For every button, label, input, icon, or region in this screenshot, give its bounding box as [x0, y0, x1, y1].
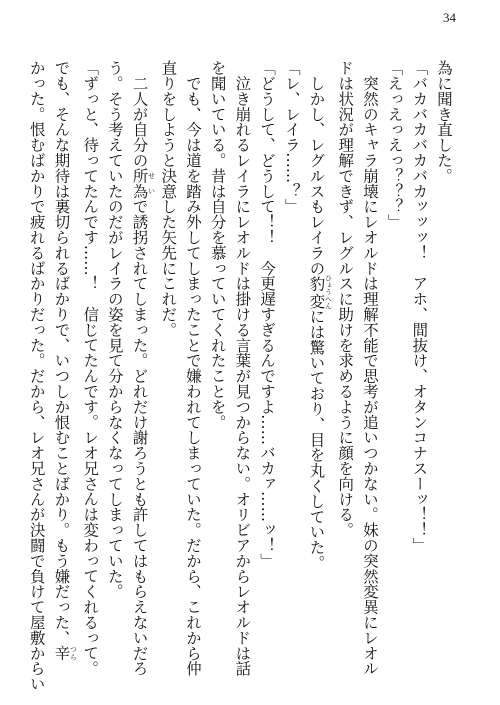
text-line: 「バカバカバカバカッッッ！ アホ、間抜け、オタンコナスーッ！！」 [410, 60, 429, 553]
text-line: 直りをしようと決意した矢先にこれだ。 [159, 60, 178, 338]
ruby-base: 辛 [52, 645, 71, 661]
vertical-text-body [27, 60, 456, 692]
ruby-base: 豹変 [307, 274, 326, 310]
ruby-reading: つら [69, 645, 78, 661]
text-line: でも、今は道を踏み外してしまったことで嫌われてしまっていた。だから、これから仲 [183, 60, 202, 676]
page-number: 34 [443, 10, 456, 25]
text-line: う。そう考えていたのだがレイラの姿を見て分からなくなってしまっていた。 [105, 60, 124, 599]
text-line: 為に聞き直した。 [435, 60, 453, 184]
text-segment: で誘拐されてしまった。どれだけ謝ろうとも許してはもらえないだろ [130, 198, 149, 677]
text-line-with-ruby [304, 60, 333, 676]
ruby-word [52, 645, 78, 661]
text-line-with-ruby [49, 60, 78, 676]
ruby-reading: ひょうへん [324, 274, 333, 310]
ruby-base: 所為 [130, 167, 149, 199]
text-line: 「レ、レイラ……？」 [282, 60, 301, 214]
ruby-word [307, 274, 333, 310]
text-line-with-ruby [127, 60, 156, 676]
text-segment: しかし、レグルスもレイラの [307, 60, 326, 276]
text-line: 「えっえっえっ？？？」 [385, 60, 404, 230]
text-line: 突然のキャラ崩壊にレオルドは理解不能で思考が追いつかない。妹の突然変異にレオル [360, 60, 379, 676]
ruby-word [130, 167, 156, 199]
text-line: 泣き崩れるレイラにレオルドは掛ける言葉が見つからない。オリビアからレオルドは話 [233, 60, 252, 676]
text-line: を聞いている。昔は自分を慕っていてくれたことを。 [208, 60, 227, 430]
text-line: かった。恨むばかりで疲れるばかりだった。だから、レオ兄さんが決闘で負けて屋敷からい [27, 60, 46, 692]
ruby-reading: せい [147, 167, 156, 199]
text-line: 「ずっと、待ってたんです……！ 信じてたんです。レオ兄さんは変わってくれるって。 [81, 60, 100, 676]
text-segment: でも、そんな期待は裏切られるばかりで、いつしか恨むことばかり。もう嫌だった、 [52, 60, 71, 646]
text-segment: には驚いており、目を丸くしていた。 [307, 308, 326, 571]
text-line: 「どうして、どうして！！ 今更遅すぎるんですよ……バカァ……ッ！」 [258, 60, 277, 569]
text-segment: 二人が自分の [130, 60, 149, 168]
text-line: ドは状況が理解できず、レグルスに助けを求めるように顔を向ける。 [336, 60, 355, 538]
